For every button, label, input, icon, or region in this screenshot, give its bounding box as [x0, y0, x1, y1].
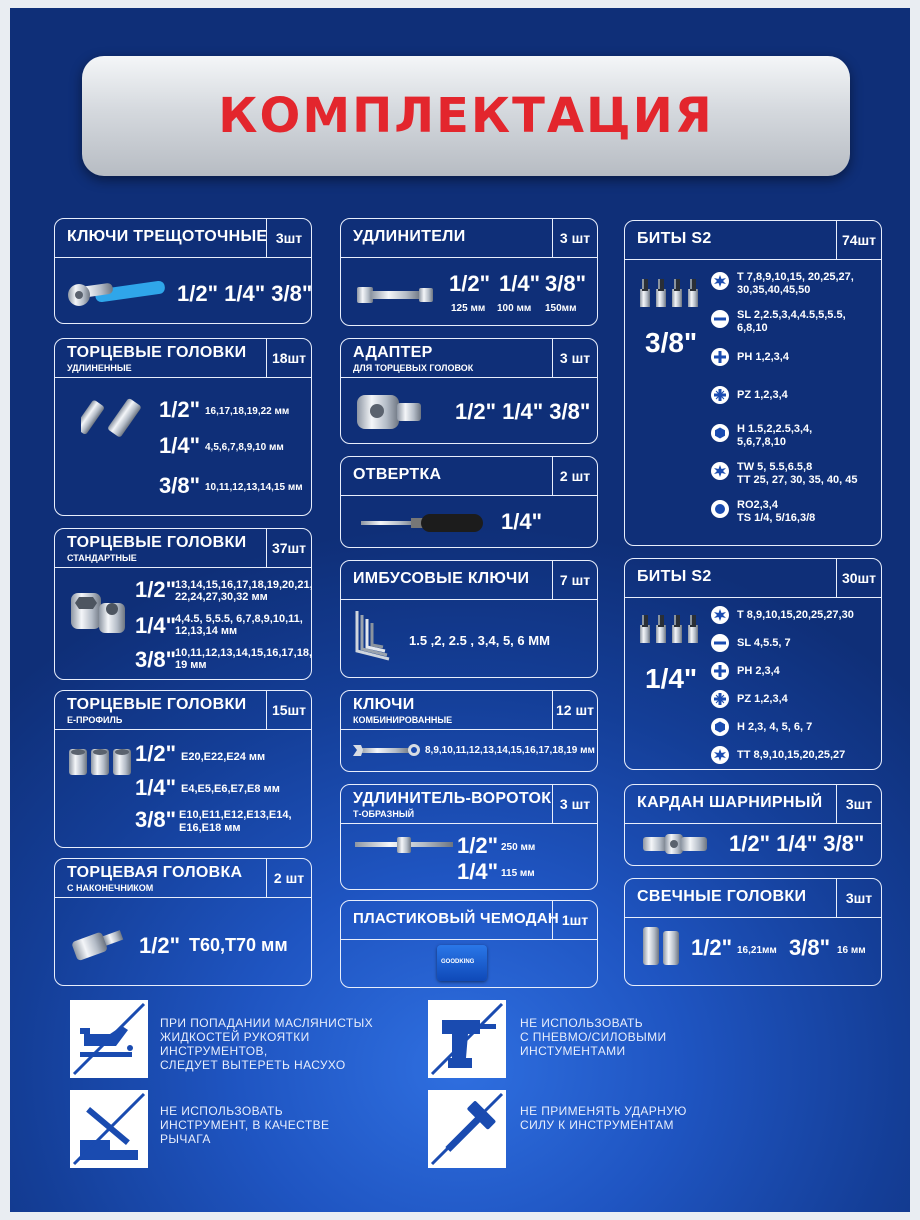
spark-header — [625, 879, 881, 918]
t-handle-size-2: 1/4" — [457, 859, 499, 884]
extension-len-1: 125 мм — [451, 303, 486, 314]
screwdriver-count: 2 шт — [552, 457, 597, 495]
screwdriver-icon — [359, 509, 487, 537]
cardan-count: 3шт — [836, 785, 881, 823]
pozi-bit-icon — [711, 690, 729, 708]
e-socket-size-3: 3/8" — [135, 807, 177, 832]
warning-drill-text: НЕ ИСПОЛЬЗОВАТЬ С ПНЕВМО/СИЛОВЫМИ ИНСТУМЕНТАМИ — [520, 1016, 667, 1058]
hex-keys-values: 1.5 ,2, 2.5 , 3,4, 5, 6 ММ — [409, 633, 550, 648]
hex-keys-title: ИМБУСОВЫЕ КЛЮЧИ — [353, 570, 530, 587]
comb-wrenches-header — [341, 691, 597, 730]
bits14-row-1-line1: SL 4,5.5, 7 — [737, 637, 791, 649]
extension-icon — [355, 283, 439, 307]
cardan-header — [625, 785, 881, 824]
wrench-icon — [351, 743, 421, 759]
warning-hammer-box — [428, 1090, 506, 1168]
adapter-title: АДАПТЕР — [353, 344, 433, 361]
e-sockets-subtitle: Е-ПРОФИЛЬ — [67, 715, 123, 725]
warning-lever-text: НЕ ИСПОЛЬЗОВАТЬ ИНСТРУМЕНТ, В КАЧЕСТВЕ РЫЧАГА — [160, 1104, 330, 1146]
torx-bit-icon — [711, 272, 729, 290]
extension-size-3: 3/8" — [545, 271, 587, 296]
warning-drill-box — [428, 1000, 506, 1078]
case-count: 1шт — [552, 901, 597, 939]
std-sockets-subtitle: СТАНДАРТНЫЕ — [67, 553, 137, 563]
adapter-box — [340, 338, 598, 444]
std-socket-values-1b: 22,24,27,30,32 мм — [175, 591, 268, 603]
bits-14-icon — [637, 609, 709, 649]
t-handle-len-2: 115 мм — [501, 868, 535, 879]
bits38-row-1-line1: SL 2,2.5,3,4,4.5,5,5.5, — [737, 309, 846, 321]
ratchet-icon — [65, 271, 169, 315]
long-sockets-title: ТОРЦЕВЫЕ ГОЛОВКИ — [67, 344, 247, 361]
slot-bit-icon — [711, 634, 729, 652]
std-socket-size-2: 1/4" — [135, 613, 177, 638]
cardan-sizes: 1/2" 1/4" 3/8" — [729, 831, 865, 856]
bits14-row-3-line1: PZ 1,2,3,4 — [737, 693, 788, 705]
std-socket-size-1: 1/2" — [135, 577, 177, 602]
bits-38-icon — [637, 273, 709, 313]
bits38-row-0-line2: 30,35,40,45,50 — [737, 284, 811, 296]
t-handle-header — [341, 785, 597, 824]
std-sockets-title: ТОРЦЕВЫЕ ГОЛОВКИ — [67, 534, 247, 551]
product-card — [10, 8, 910, 1212]
bits-14-size: 1/4" — [645, 663, 698, 694]
title-banner — [82, 56, 850, 176]
extension-len-3: 150мм — [545, 303, 577, 314]
std-socket-values-2b: 12,13,14 мм — [175, 625, 238, 637]
spark-socket-icon — [641, 925, 687, 971]
warning-lever-box — [70, 1090, 148, 1168]
bits14-row-4-line1: H 2,3, 4, 5, 6, 7 — [737, 721, 813, 733]
std-socket-icon — [69, 587, 133, 637]
bits38-row-6-line2: TS 1/4, 5/16,3/8 — [737, 512, 816, 524]
bits38-row-0-line1: T 7,8,9,10,15, 20,25,27, — [737, 271, 854, 283]
bits38-row-4-line1: H 1.5,2,2.5,3,4, — [737, 423, 813, 435]
ratchet-box — [54, 218, 312, 324]
oil-can-icon — [70, 1000, 148, 1078]
e-socket-values-3b: E16,E18 мм — [179, 822, 241, 834]
bits-14-header — [625, 559, 881, 598]
t-handle-title: УДЛИНИТЕЛЬ-ВОРОТОК — [353, 790, 552, 807]
e-socket-size-1: 1/2" — [135, 741, 177, 766]
t-handle-box — [340, 784, 598, 890]
case-box — [340, 900, 598, 988]
tip-socket-box — [54, 858, 312, 986]
torx-bit-icon — [711, 606, 729, 624]
t-handle-len-1: 250 мм — [501, 842, 536, 853]
spark-count: 3шт — [836, 879, 881, 917]
adapter-sizes: 1/2" 1/4" 3/8" — [455, 399, 591, 424]
std-socket-values-1a: 13,14,15,16,17,18,19,20,21, — [175, 579, 313, 591]
bits-38-count: 74шт — [836, 221, 881, 259]
case-title: ПЛАСТИКОВЫЙ ЧЕМОДАН — [353, 910, 560, 927]
long-sockets-box — [54, 338, 312, 516]
std-socket-size-3: 3/8" — [135, 647, 177, 672]
slot-bit-icon — [711, 310, 729, 328]
ratchet-sizes: 1/2" 1/4" 3/8" — [177, 281, 313, 306]
warning-oil-text: ПРИ ПОПАДАНИИ МАСЛЯНИСТЫХ ЖИДКОСТЕЙ РУКОЯТКИ ИНСТРУМЕНТОВ, СЛЕДУЕТ ВЫТЕРЕТЬ НАСУХО — [160, 1016, 374, 1072]
page-title: КОМПЛЕКТАЦИЯ — [218, 88, 714, 144]
tip-socket-icon — [69, 923, 129, 963]
hex-keys-count: 7 шт — [552, 561, 597, 599]
case-brand: GOODKING — [441, 959, 475, 965]
phillips-bit-icon — [711, 662, 729, 680]
bits14-row-5-line1: TT 8,9,10,15,20,25,27 — [737, 749, 846, 761]
t-handle-size-1: 1/2" — [457, 833, 499, 858]
long-socket-size-2: 1/4" — [159, 433, 201, 458]
adapter-subtitle: ДЛЯ ТОРЦЕВЫХ ГОЛОВОК — [353, 363, 474, 373]
adapter-icon — [353, 389, 427, 435]
e-socket-values-3a: E10,E11,E12,E13,E14, — [179, 809, 292, 821]
extensions-box — [340, 218, 598, 326]
hex-bit-icon — [711, 424, 729, 442]
cardan-icon — [639, 829, 719, 859]
std-sockets-count: 37шт — [266, 529, 311, 567]
spark-values-1: 16,21мм — [737, 945, 777, 956]
cardan-title: КАРДАН ШАРНИРНЫЙ — [637, 794, 823, 811]
long-sockets-count: 18шт — [266, 339, 311, 377]
tip-socket-count: 2 шт — [266, 859, 311, 897]
extensions-title: УДЛИНИТЕЛИ — [353, 228, 466, 245]
ratchet-title: КЛЮЧИ ТРЕЩОТОЧНЫЕ — [67, 228, 268, 245]
e-sockets-box — [54, 690, 312, 848]
bits38-row-4-line2: 5,6,7,8,10 — [737, 436, 786, 448]
bits-38-header — [625, 221, 881, 260]
hex-keys-box — [340, 560, 598, 678]
long-sockets-subtitle: УДЛИНЕННЫЕ — [67, 363, 132, 373]
std-socket-values-3a: 10,11,12,13,14,15,16,17,18, — [175, 647, 313, 659]
std-socket-values-3b: 19 мм — [175, 659, 207, 671]
std-sockets-box — [54, 528, 312, 680]
bits-14-box — [624, 558, 882, 770]
warning-hammer-text: НЕ ПРИМЕНЯТЬ УДАРНУЮ СИЛУ К ИНСТРУМЕНТАМ — [520, 1104, 687, 1132]
hammer-icon — [428, 1090, 506, 1168]
bits14-row-0-line1: T 8,9,10,15,20,25,27,30 — [737, 609, 854, 621]
tip-socket-subtitle: С НАКОНЕЧНИКОМ — [67, 883, 154, 893]
extensions-header — [341, 219, 597, 258]
bits-38-box — [624, 220, 882, 546]
e-socket-values-1: E20,E22,E24 мм — [181, 751, 266, 763]
case-icon — [437, 945, 487, 981]
extension-len-2: 100 мм — [497, 303, 532, 314]
bits-14-title: БИТЫ S2 — [637, 568, 712, 585]
t-handle-subtitle: Т-ОБРАЗНЫЙ — [353, 809, 415, 819]
extension-size-1: 1/2" — [449, 271, 491, 296]
spark-title: СВЕЧНЫЕ ГОЛОВКИ — [637, 888, 807, 905]
bits38-row-2-line1: PH 1,2,3,4 — [737, 351, 789, 363]
screwdriver-box — [340, 456, 598, 548]
ratchet-count: 3шт — [266, 219, 311, 257]
bits38-row-5-line1: TW 5, 5.5,6.5,8 — [737, 461, 813, 473]
comb-wrenches-box — [340, 690, 598, 772]
spark-size-1: 1/2" — [691, 935, 733, 960]
torx-bit-icon — [711, 462, 729, 480]
long-socket-values-3: 10,11,12,13,14,15 мм — [205, 482, 303, 493]
long-socket-values-2: 4,5,6,7,8,9,10 мм — [205, 442, 284, 453]
long-socket-size-1: 1/2" — [159, 397, 201, 422]
extension-size-2: 1/4" — [499, 271, 541, 296]
bits14-row-2-line1: PH 2,3,4 — [737, 665, 780, 677]
e-socket-icon — [69, 747, 133, 781]
tip-socket-header — [55, 859, 311, 898]
long-socket-values-1: 16,17,18,19,22 мм — [205, 406, 290, 417]
e-sockets-header — [55, 691, 311, 730]
std-socket-values-2a: 4,4.5, 5,5.5, 6,7,8,9,10,11, — [175, 613, 303, 625]
round-bit-icon — [711, 500, 729, 518]
drill-icon — [428, 1000, 506, 1078]
screwdriver-header — [341, 457, 597, 496]
case-header — [341, 901, 597, 940]
comb-wrenches-title: КЛЮЧИ — [353, 696, 415, 713]
long-socket-size-3: 3/8" — [159, 473, 201, 498]
tip-socket-values: T60,T70 мм — [189, 935, 288, 955]
spark-size-2: 3/8" — [789, 935, 831, 960]
lever-icon — [70, 1090, 148, 1168]
long-socket-icon — [81, 397, 147, 441]
hex-keys-header — [341, 561, 597, 600]
comb-wrenches-values: 8,9,10,11,12,13,14,15,16,17,18,19 мм — [425, 745, 595, 756]
comb-wrenches-subtitle: КОМБИНИРОВАННЫЕ — [353, 715, 453, 725]
t-handle-count: 3 шт — [552, 785, 597, 823]
spark-values-2: 16 мм — [837, 945, 866, 956]
e-sockets-count: 15шт — [266, 691, 311, 729]
torx-bit-icon — [711, 746, 729, 764]
e-sockets-title: ТОРЦЕВЫЕ ГОЛОВКИ — [67, 696, 247, 713]
ratchet-header — [55, 219, 311, 258]
adapter-header — [341, 339, 597, 378]
tip-socket-size: 1/2" — [139, 933, 181, 958]
t-handle-icon — [353, 833, 457, 857]
hex-key-icon — [351, 607, 399, 665]
comb-wrenches-count: 12 шт — [552, 691, 597, 729]
bits-38-title: БИТЫ S2 — [637, 230, 712, 247]
spark-box — [624, 878, 882, 986]
tip-socket-title: ТОРЦЕВАЯ ГОЛОВКА — [67, 864, 243, 881]
long-sockets-header — [55, 339, 311, 378]
e-socket-size-2: 1/4" — [135, 775, 177, 800]
warning-oil-box — [70, 1000, 148, 1078]
bits38-row-5-line2: TT 25, 27, 30, 35, 40, 45 — [737, 474, 858, 486]
std-sockets-header — [55, 529, 311, 568]
adapter-count: 3 шт — [552, 339, 597, 377]
bits38-row-6-line1: RO2,3,4 — [737, 499, 778, 511]
bits-14-count: 30шт — [836, 559, 881, 597]
screwdriver-size: 1/4" — [501, 509, 543, 534]
bits38-row-3-line1: PZ 1,2,3,4 — [737, 389, 788, 401]
cardan-box — [624, 784, 882, 866]
screwdriver-title: ОТВЕРТКА — [353, 466, 442, 483]
e-socket-values-2: E4,E5,E6,E7,E8 мм — [181, 783, 280, 795]
hex-bit-icon — [711, 718, 729, 736]
phillips-bit-icon — [711, 348, 729, 366]
bits-38-size: 3/8" — [645, 327, 698, 358]
pozi-bit-icon — [711, 386, 729, 404]
extensions-count: 3 шт — [552, 219, 597, 257]
bits38-row-1-line2: 6,8,10 — [737, 322, 768, 334]
